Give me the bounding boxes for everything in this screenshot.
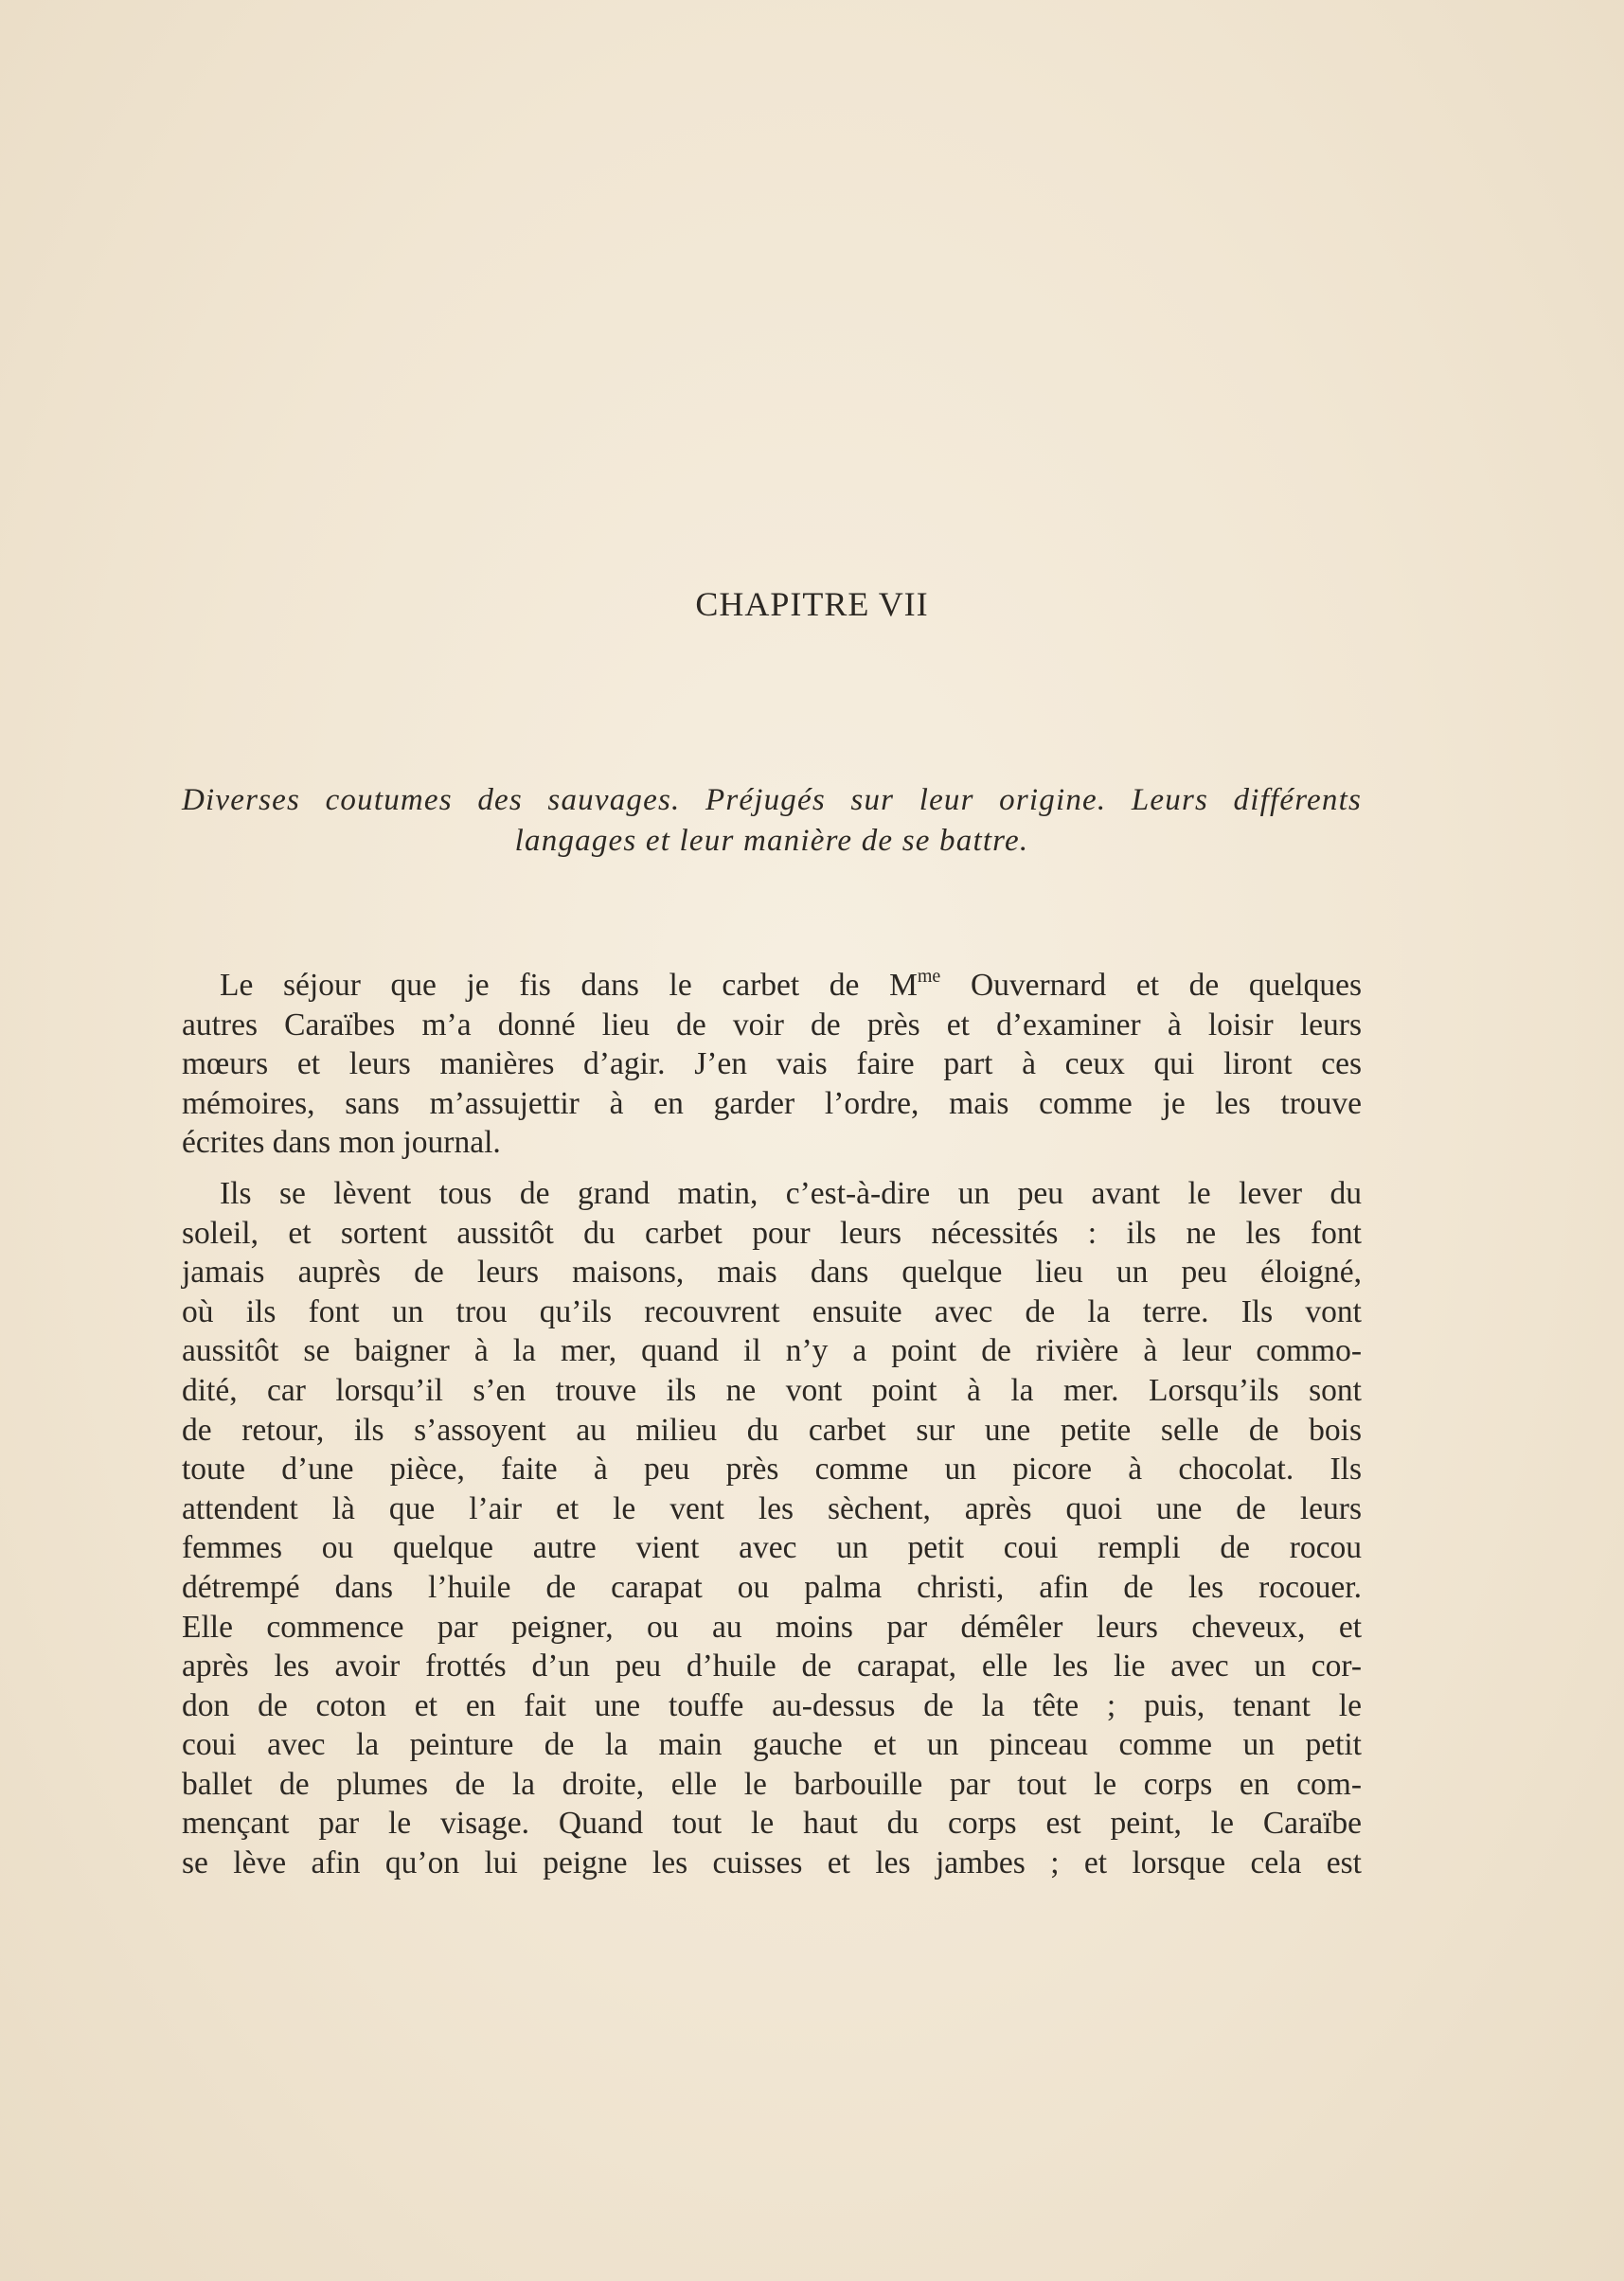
text-line: mœurs et leurs manières d’agir. J’en vais faire part à ceux qui liront ces bbox=[182, 1046, 1362, 1082]
text-line: femmes ou quelque autre vient avec un petit coui rempli de rocou bbox=[182, 1530, 1362, 1566]
chapter-summary bbox=[182, 780, 1362, 862]
text-line bbox=[182, 966, 1362, 1006]
text-line: après les avoir frottés d’un peu d’huile de carapat, elle les lie avec un cor- bbox=[182, 1648, 1362, 1684]
text-segment: Ouvernard et de quelques bbox=[940, 968, 1362, 1003]
body-text bbox=[182, 966, 1362, 1883]
superscript: me bbox=[917, 965, 941, 987]
summary-line: langages et leur manière de se battre. bbox=[514, 824, 1029, 858]
text-line: aussitôt se baigner à la mer, quand il n’y a point de rivière à leur commo- bbox=[182, 1333, 1362, 1369]
text-line: soleil, et sortent aussitôt du carbet pour leurs nécessités : ils ne les font bbox=[182, 1215, 1362, 1251]
paragraph bbox=[182, 966, 1362, 1163]
text-line: se lève afin qu’on lui peigne les cuisses et les jambes ; et lorsque cela est bbox=[182, 1845, 1362, 1881]
text-segment: Le séjour que je fis dans le carbet de M bbox=[220, 968, 918, 1003]
summary-line: Diverses coutumes des sauvages. Préjugés sur leur origine. Leurs différents bbox=[182, 783, 1362, 817]
text-line: ballet de plumes de la droite, elle le barbouille par tout le corps en com- bbox=[182, 1766, 1362, 1802]
text-line: don de coton et en fait une touffe au-dessus de la tête ; puis, tenant le bbox=[182, 1687, 1362, 1723]
text-line: attendent là que l’air et le vent les sèchent, après quoi une de leurs bbox=[182, 1490, 1362, 1526]
text-line: écrites dans mon journal. bbox=[182, 1125, 501, 1161]
text-line: de retour, ils s’assoyent au milieu du carbet sur une petite selle de bois bbox=[182, 1412, 1362, 1448]
text-line: où ils font un trou qu’ils recouvrent ensuite avec de la terre. Ils vont bbox=[182, 1293, 1362, 1329]
chapter-title: CHAPITRE VII bbox=[695, 585, 929, 623]
text-line: jamais auprès de leurs maisons, mais dans quelque lieu un peu éloigné, bbox=[182, 1255, 1362, 1291]
text-line: mémoires, sans m’assujettir à en garder l’ordre, mais comme je les trouve bbox=[182, 1085, 1362, 1121]
text-line: toute d’une pièce, faite à peu près comme un picore à chocolat. Ils bbox=[182, 1452, 1362, 1488]
text-line: Elle commence par peigner, ou au moins par démêler leurs cheveux, et bbox=[182, 1609, 1362, 1645]
text-line: dité, car lorsqu’il s’en trouve ils ne vont point à la mer. Lorsqu’ils sont bbox=[182, 1372, 1362, 1408]
paragraph bbox=[182, 1174, 1362, 1883]
text-line: coui avec la peinture de la main gauche et un pinceau comme un petit bbox=[182, 1727, 1362, 1763]
text-line: mençant par le visage. Quand tout le haut du corps est peint, le Caraïbe bbox=[182, 1806, 1362, 1842]
text-line: autres Caraïbes m’a donné lieu de voir de près et d’examiner à loisir leurs bbox=[182, 1007, 1362, 1042]
text-line: Ils se lèvent tous de grand matin, c’est-à-dire un peu avant le lever du bbox=[220, 1175, 1362, 1211]
text-line: détrempé dans l’huile de carapat ou palma christi, afin de les rocouer. bbox=[182, 1569, 1362, 1605]
